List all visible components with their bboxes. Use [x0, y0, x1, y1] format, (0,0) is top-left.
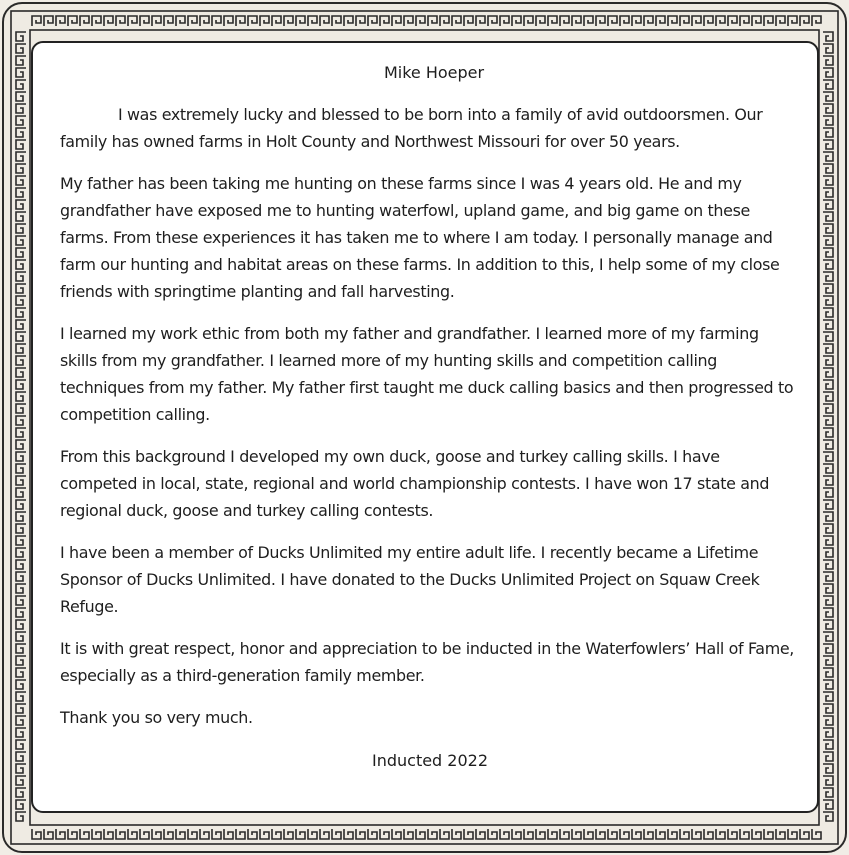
paragraph-7: Thank you so very much. [60, 708, 253, 727]
induction-year: Inducted 2022 [371, 751, 489, 770]
paragraph-6: It is with great respect, honor and appreciation to be inducted in the Waterfowlers’ Hall of Fame, especially as a third-generation family member. [60, 639, 794, 685]
paragraph-5: I have been a member of Ducks Unlimited my entire adult life. I recently became a Lifetime Sponsor of Ducks Unlimited. I have donated to the Ducks Unlimited Project on Squaw Creek Refuge. [60, 543, 760, 616]
paragraph-3: I learned my work ethic from both my father and grandfather. I learned more of my farming skills from my grandfather. I learned more of my hunting skills and competition calling techniques from my father. My father first taught me duck calling basics and then progressed to competition calling. [60, 324, 794, 424]
document-title: Mike Hoeper [383, 63, 485, 82]
paragraph-1: I was extremely lucky and blessed to be born into a family of avid outdoorsmen. Our family has owned farms in Holt County and Northwest Missouri for over 50 years. [60, 105, 763, 151]
document-body [60, 59, 800, 774]
paragraph-2: My father has been taking me hunting on these farms since I was 4 years old. He and my grandfather have exposed me to hunting waterfowl, upland game, and big game on these farms. From these experiences it has taken me to where I am today. I personally manage and farm our hunting and habitat areas on these farms. In addition to this, I help some of my close friends with springtime planting and fall harvesting. [60, 174, 780, 301]
paragraph-4: From this background I developed my own duck, goose and turkey calling skills. I have competed in local, state, regional and world championship contests. I have won 17 state and regional duck, goose and turkey calling contests. [60, 447, 770, 520]
